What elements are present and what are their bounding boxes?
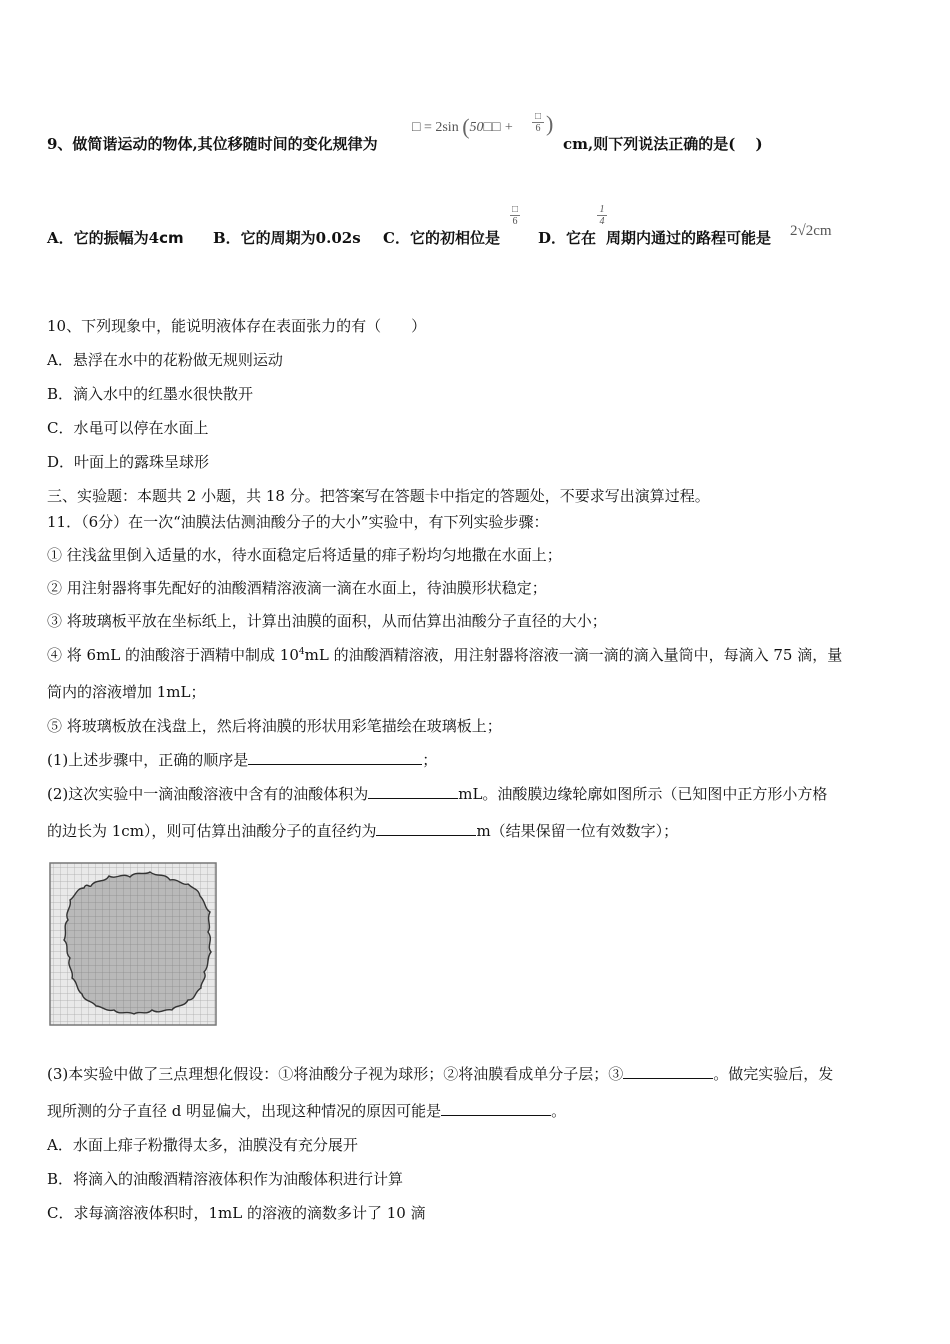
q11-step4: ④ 将 6mL 的油酸溶于酒精中制成 $10^4mL$ 的油酸酒精溶液，用注射器将溶液一滴一滴的滴入量筒中，每滴入 75 滴，量	[47, 646, 843, 664]
q11-option-a: A．水面上痱子粉撒得太多，油膜没有充分展开	[47, 1136, 358, 1154]
q9-option-d-value: 2√2cm	[790, 223, 832, 239]
q9-formula: □ = 2sin (50□□ +	[412, 114, 514, 139]
q9-formula-lhs: □ = 2sin	[412, 120, 459, 135]
q11-step1: ① 往浅盆里倒入适量的水，待水面稳定后将适量的痱子粉均匀地撒在水面上；	[47, 546, 562, 564]
q9-option-c-fraction: □ 6	[511, 204, 519, 227]
q9-unit-suffix: cm,则下列说法正确的是( )	[563, 135, 763, 153]
q11-part2-blank-diameter[interactable]	[376, 821, 476, 836]
q9-formula-fraction: □ 6	[532, 111, 544, 134]
q11-part2-blank-volume[interactable]	[368, 784, 458, 799]
q10-option-c: C．水黾可以停在水面上	[47, 419, 209, 437]
q9-option-d-fraction: $\frac{1}{4}$	[597, 204, 607, 227]
q10-option-b: B．滴入水中的红墨水很快散开	[47, 385, 254, 403]
q9-stem: 9、做简谐运动的物体,其位移随时间的变化规律为	[47, 135, 378, 153]
q10-option-a: A．悬浮在水中的花粉做无规则运动	[47, 351, 283, 369]
q11-part1-blank[interactable]	[248, 750, 422, 765]
oil-film-outline	[64, 872, 211, 1014]
q11-step4-cont: 筒内的溶液增加 1mL；	[47, 683, 206, 701]
q11-stem: 11．（6分）在一次“油膜法估测油酸分子的大小”实验中，有下列实验步骤：	[47, 513, 549, 531]
q9-formula-inner: 50□□ +	[469, 120, 514, 135]
q11-part3-blank-reason[interactable]	[441, 1101, 551, 1116]
q11-step5: ⑤ 将玻璃板放在浅盘上，然后将油膜的形状用彩笔描绘在玻璃板上；	[47, 717, 502, 735]
q11-step2: ② 用注射器将事先配好的油酸酒精溶液滴一滴在水面上，待油膜形状稳定；	[47, 579, 547, 597]
q11-step3: ③ 将玻璃板平放在坐标纸上，计算出油膜的面积，从而估算出油酸分子直径的大小；	[47, 612, 607, 630]
q11-option-c: C．求每滴溶液体积时，1mL 的溶液的滴数多计了 10 滴	[47, 1204, 426, 1222]
section3-title: 三、实验题：本题共 2 小题，共 18 分。把答案写在答题卡中指定的答题处，不要求写出演算过程。	[47, 487, 710, 505]
q11-part3: (3)本实验中做了三点理想化假设：①将油酸分子视为球形；②将油膜看成单分子层；③ 。做完实验后，发	[47, 1065, 834, 1083]
q11-part3-blank-assumption[interactable]	[623, 1064, 713, 1079]
q11-part2-cont: 的边长为 1cm），则可估算出油酸分子的直径约为 m（结果保留一位有效数字）；	[47, 822, 679, 840]
q9-option-b: B．它的周期为0.02s	[213, 229, 361, 247]
q11-part2: (2)这次实验中一滴油酸溶液中含有的油酸体积为 mL。油酸膜边缘轮廓如图所示（已知图中正方形小方格	[47, 785, 828, 803]
q9-option-a: A．它的振幅为4cm	[47, 229, 184, 247]
q11-part3-cont: 现所测的分子直径 d 明显偏大，出现这种情况的原因可能是 。	[47, 1102, 567, 1120]
q9-formula-rparen: )	[546, 111, 554, 136]
q9-option-c: C．它的初相位是	[383, 229, 500, 247]
q9-option-d: D．它在	[538, 229, 597, 247]
q10-stem: 10、下列现象中，能说明液体存在表面张力的有（ ）	[47, 317, 427, 335]
oil-film-figure	[46, 860, 218, 1028]
q11-part1: (1)上述步骤中，正确的顺序是 ；	[47, 751, 438, 769]
q11-option-b: B．将滴入的油酸酒精溶液体积作为油酸体积进行计算	[47, 1170, 404, 1188]
q9-option-d-text: 周期内通过的路程可能是	[606, 229, 772, 247]
q10-option-d: D．叶面上的露珠呈球形	[47, 453, 210, 471]
